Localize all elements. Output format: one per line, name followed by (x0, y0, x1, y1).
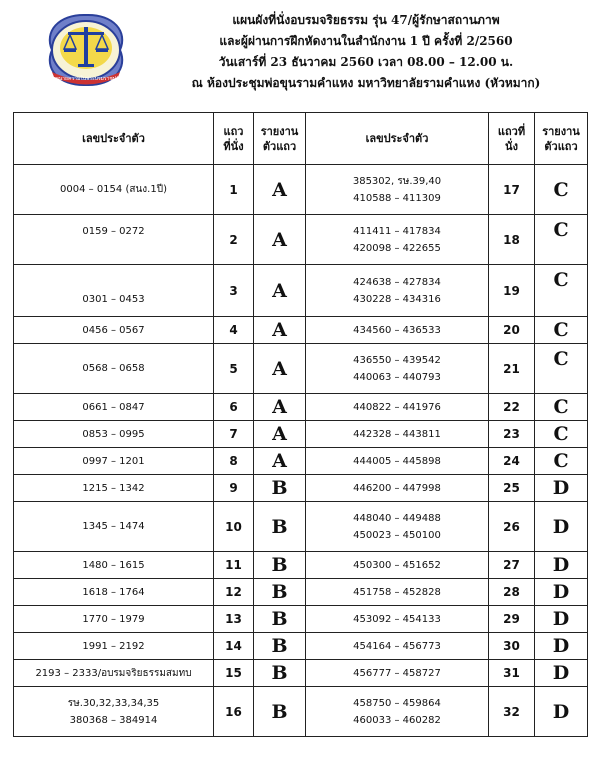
svg-text:สภาทนายความในพระบรมราชูปถัมภ์: สภาทนายความในพระบรมราชูปถัมภ์ (46, 76, 126, 82)
id-range-line: 1770 – 1979 (82, 613, 145, 625)
id-range-line: 446200 – 447998 (353, 482, 441, 494)
row-number-left: 15 (214, 660, 254, 687)
id-range-line: 0661 – 0847 (82, 401, 145, 413)
table-row (14, 448, 588, 475)
id-range-left (14, 552, 214, 579)
id-range-line: 0301 – 0453 (82, 293, 145, 305)
id-range-left (14, 606, 214, 633)
row-number-right: 22 (489, 394, 535, 421)
id-range-left (14, 579, 214, 606)
id-range-line: 1345 – 1474 (82, 521, 145, 532)
report-letter-right: C (535, 215, 588, 265)
row-number-left: 5 (214, 344, 254, 394)
id-range-line (14, 240, 213, 257)
row-number-right: 26 (489, 502, 535, 552)
id-range-line: 456777 – 458727 (353, 667, 441, 679)
row-number-left: 1 (214, 165, 254, 215)
id-range-line: 430228 – 434316 (353, 293, 441, 305)
report-letter-left: B (254, 606, 306, 633)
seating-table (13, 112, 588, 737)
report-letter-right: D (535, 606, 588, 633)
report-letter-left: B (254, 660, 306, 687)
row-number-right: 25 (489, 475, 535, 502)
id-range-right (306, 344, 489, 394)
report-letter-left: B (254, 475, 306, 502)
row-number-left: 3 (214, 265, 254, 317)
id-range-right (306, 394, 489, 421)
table-row (14, 552, 588, 579)
report-letter-left: A (254, 215, 306, 265)
row-number-right: 27 (489, 552, 535, 579)
lawyers-council-logo (42, 10, 130, 90)
id-range-line: 448040 – 449488 (353, 512, 441, 524)
id-range-left (14, 502, 214, 552)
id-range-line: 1991 – 2192 (82, 640, 145, 652)
id-range-line: 444005 – 445898 (353, 455, 441, 467)
id-range-left (14, 660, 214, 687)
report-letter-left: A (254, 344, 306, 394)
table-row (14, 475, 588, 502)
id-range-left (14, 448, 214, 475)
id-range-line: 0997 – 1201 (82, 455, 145, 467)
id-range-right (306, 475, 489, 502)
row-number-right: 30 (489, 633, 535, 660)
id-range-right (306, 606, 489, 633)
id-range-line: 1215 – 1342 (82, 482, 145, 494)
id-range-left (14, 215, 214, 265)
table-row (14, 606, 588, 633)
report-letter-right: D (535, 633, 588, 660)
id-range-line: 442328 – 443811 (353, 428, 441, 440)
header-titles (146, 10, 586, 94)
id-range-right (306, 579, 489, 606)
report-letter-right: D (535, 579, 588, 606)
id-range-line: 0159 – 0272 (82, 225, 145, 237)
report-letter-left: B (254, 502, 306, 552)
report-letter-right: D (535, 475, 588, 502)
row-number-left: 8 (214, 448, 254, 475)
report-letter-right: D (535, 552, 588, 579)
table-row (14, 421, 588, 448)
col-header-report-right: รายงาน ตัวแถว (535, 113, 588, 165)
id-range-left (14, 394, 214, 421)
id-range-right (306, 633, 489, 660)
row-number-right: 29 (489, 606, 535, 633)
row-number-left: 10 (214, 502, 254, 552)
table-row (14, 687, 588, 737)
row-number-right: 21 (489, 344, 535, 394)
report-letter-left: A (254, 165, 306, 215)
id-range-left (14, 165, 214, 215)
id-range-line: 1480 – 1615 (82, 559, 145, 571)
table-row (14, 502, 588, 552)
row-number-left: 16 (214, 687, 254, 737)
id-range-line: 440822 – 441976 (353, 401, 441, 413)
id-range-line: 410588 – 411309 (353, 192, 441, 204)
row-number-right: 17 (489, 165, 535, 215)
id-range-right (306, 265, 489, 317)
report-letter-left: B (254, 633, 306, 660)
table-row (14, 633, 588, 660)
row-number-right: 18 (489, 215, 535, 265)
id-range-line: 2193 – 2333/อบรมจริยธรรมสมทบ (35, 667, 192, 679)
id-range-line: 440063 – 440793 (353, 371, 441, 383)
report-letter-right: D (535, 687, 588, 737)
row-number-right: 28 (489, 579, 535, 606)
report-letter-right: C (535, 421, 588, 448)
table-row (14, 265, 588, 317)
id-range-right (306, 421, 489, 448)
table-row (14, 660, 588, 687)
row-number-left: 2 (214, 215, 254, 265)
report-letter-left: A (254, 317, 306, 344)
row-number-left: 12 (214, 579, 254, 606)
id-range-left (14, 421, 214, 448)
id-range-line: 1618 – 1764 (82, 586, 145, 598)
report-letter-right: C (535, 448, 588, 475)
id-range-line: 411411 – 417834 (353, 225, 441, 237)
id-range-right (306, 687, 489, 737)
row-number-right: 23 (489, 421, 535, 448)
report-letter-left: A (254, 421, 306, 448)
id-range-left (14, 633, 214, 660)
report-letter-right: C (535, 265, 588, 317)
report-letter-right: C (535, 344, 588, 394)
id-range-right (306, 317, 489, 344)
table-row (14, 215, 588, 265)
id-range-right (306, 165, 489, 215)
report-letter-right: C (535, 317, 588, 344)
id-range-line: 451758 – 452828 (353, 586, 441, 598)
id-range-line: 380368 – 384914 (69, 714, 158, 726)
id-range-line: 460033 – 460282 (353, 714, 441, 726)
row-number-right: 24 (489, 448, 535, 475)
id-range-left (14, 475, 214, 502)
row-number-right: 20 (489, 317, 535, 344)
row-number-right: 31 (489, 660, 535, 687)
id-range-right (306, 660, 489, 687)
report-letter-right: D (535, 502, 588, 552)
table-row (14, 317, 588, 344)
report-letter-right: C (535, 394, 588, 421)
id-range-left (14, 265, 214, 317)
id-range-line: 458750 – 459864 (353, 697, 441, 709)
col-header-report-left: รายงาน ตัวแถว (254, 113, 306, 165)
row-number-left: 4 (214, 317, 254, 344)
report-letter-left: B (254, 687, 306, 737)
id-range-line (14, 274, 213, 291)
report-letter-right: C (535, 165, 588, 215)
row-number-left: 7 (214, 421, 254, 448)
table-header-row (14, 113, 588, 165)
title-line-4: ณ ห้องประชุมพ่อขุนรามคำแหง มหาวิทยาลัยรามคำแหง (หัวหมาก) (191, 76, 541, 90)
id-range-left (14, 317, 214, 344)
row-number-right: 32 (489, 687, 535, 737)
report-letter-left: A (254, 394, 306, 421)
row-number-left: 13 (214, 606, 254, 633)
id-range-line: 0853 – 0995 (82, 428, 145, 440)
title-line-3: วันเสาร์ที่ 23 ธันวาคม 2560 เวลา 08.00 – 12.00 น. (218, 55, 514, 69)
id-range-line: 0456 – 0567 (82, 324, 145, 336)
col-header-id-left: เลขประจำตัว (14, 113, 214, 165)
row-number-left: 9 (214, 475, 254, 502)
id-range-line: 454164 – 456773 (353, 640, 441, 652)
report-letter-left: A (254, 448, 306, 475)
report-letter-right: D (535, 660, 588, 687)
id-range-line: 0004 – 0154 (สนง.1ปี) (60, 184, 167, 195)
title-line-2: และผู้ผ่านการฝึกหัดงานในสำนักงาน 1 ปี ครั้งที่ 2/2560 (219, 34, 513, 48)
id-range-line: รษ.30,32,33,34,35 (67, 697, 160, 709)
col-header-row-right: แถวที่ นั่ง (489, 113, 535, 165)
table-row (14, 394, 588, 421)
row-number-left: 14 (214, 633, 254, 660)
title-line-1: แผนผังที่นั่งอบรมจริยธรรม รุ่น 47/ผู้รักษาสถานภาพ (232, 13, 500, 27)
id-range-line: 424638 – 427834 (353, 276, 441, 288)
id-range-line: 385302, รษ.39,40 (352, 175, 442, 187)
report-letter-left: A (254, 265, 306, 317)
id-range-right (306, 215, 489, 265)
page-header (0, 0, 600, 112)
id-range-right (306, 448, 489, 475)
col-header-row-left: แถว ที่นั่ง (214, 113, 254, 165)
id-range-line: 0568 – 0658 (82, 363, 145, 374)
id-range-line: 450023 – 450100 (353, 529, 441, 541)
report-letter-left: B (254, 579, 306, 606)
id-range-left (14, 344, 214, 394)
table-row (14, 165, 588, 215)
id-range-line: 420098 – 422655 (353, 242, 441, 254)
row-number-left: 6 (214, 394, 254, 421)
table-row (14, 344, 588, 394)
id-range-line: 434560 – 436533 (353, 324, 441, 336)
table-row (14, 579, 588, 606)
col-header-id-right: เลขประจำตัว (306, 113, 489, 165)
row-number-right: 19 (489, 265, 535, 317)
id-range-line: 450300 – 451652 (353, 559, 441, 571)
id-range-right (306, 502, 489, 552)
id-range-line: 453092 – 454133 (353, 613, 441, 625)
report-letter-left: B (254, 552, 306, 579)
row-number-left: 11 (214, 552, 254, 579)
id-range-right (306, 552, 489, 579)
id-range-left (14, 687, 214, 737)
id-range-line: 436550 – 439542 (353, 354, 441, 366)
